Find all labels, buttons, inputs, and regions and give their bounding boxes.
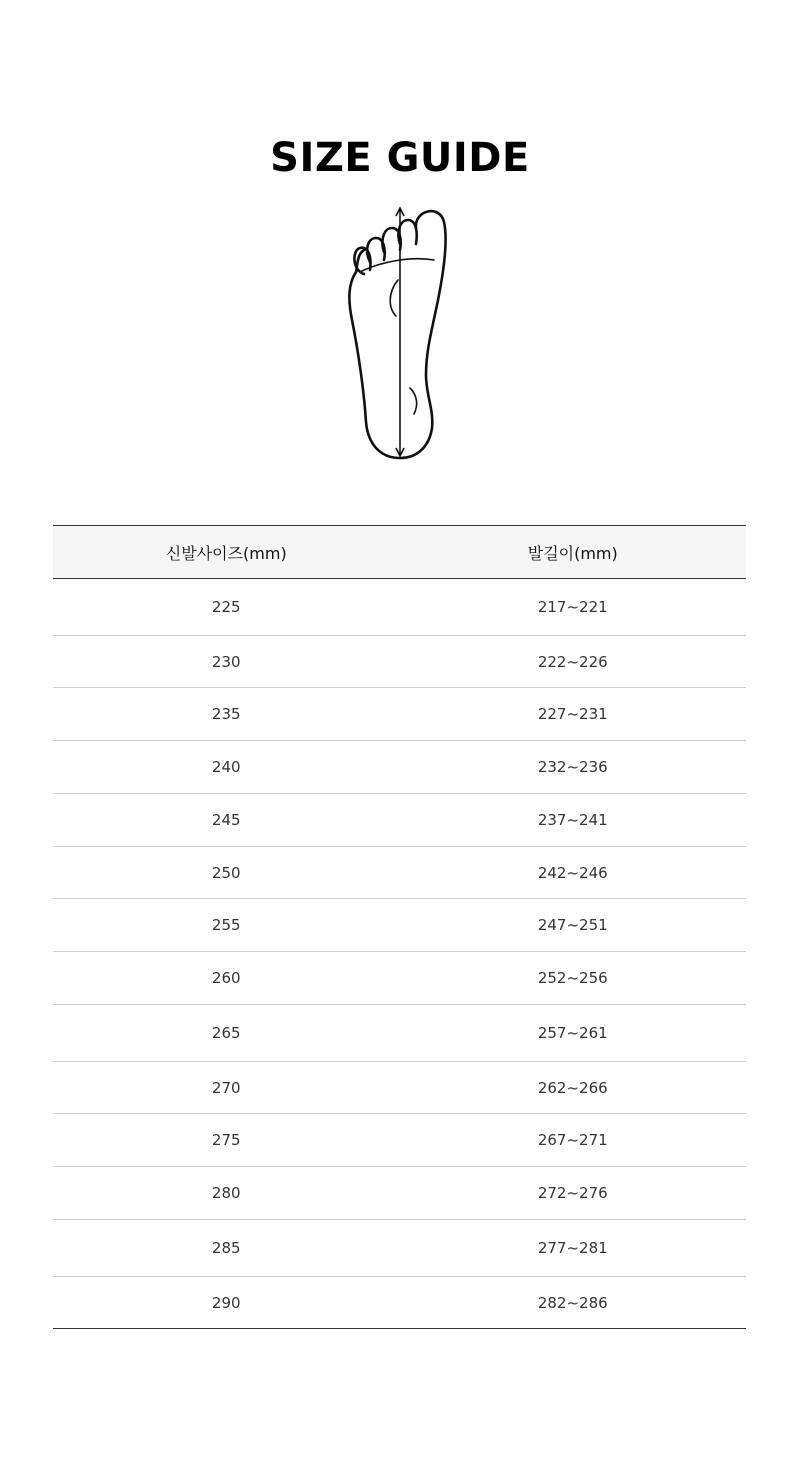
page-title: SIZE GUIDE xyxy=(270,135,530,181)
foot-length-measurement-icon xyxy=(330,200,470,465)
table-row xyxy=(53,847,746,899)
table-row xyxy=(53,636,746,688)
foot-length-cell: 257~261 xyxy=(400,1005,747,1062)
shoe-size-cell: 240 xyxy=(53,741,400,794)
table-row xyxy=(53,1062,746,1114)
foot-length-cell: 242~246 xyxy=(400,847,747,899)
shoe-size-cell: 270 xyxy=(53,1062,400,1114)
table-row xyxy=(53,688,746,741)
foot-length-cell: 272~276 xyxy=(400,1167,747,1220)
table-row xyxy=(53,1277,746,1329)
foot-length-cell: 217~221 xyxy=(537,598,608,616)
foot-length-cell: 282~286 xyxy=(400,1277,747,1329)
column-header-foot-length: 발길이(mm) xyxy=(400,526,747,579)
shoe-size-cell: 265 xyxy=(53,1005,400,1062)
shoe-size-cell: 280 xyxy=(53,1167,400,1220)
shoe-size-cell: 285 xyxy=(53,1220,400,1277)
table-header-row xyxy=(53,526,746,579)
foot-length-cell: 237~241 xyxy=(400,794,747,847)
foot-length-cell: 262~266 xyxy=(400,1062,747,1114)
shoe-size-cell: 250 xyxy=(53,847,400,899)
table-row xyxy=(53,1005,746,1062)
shoe-size-cell: 260 xyxy=(53,952,400,1005)
table-row xyxy=(53,579,746,636)
table-row xyxy=(53,899,746,952)
foot-length-cell: 227~231 xyxy=(400,688,747,741)
table-row xyxy=(53,1114,746,1167)
shoe-size-cell: 290 xyxy=(53,1277,400,1329)
foot-length-cell: 252~256 xyxy=(400,952,747,1005)
foot-length-cell: 222~226 xyxy=(400,636,747,688)
shoe-size-cell: 225 xyxy=(211,598,241,616)
foot-length-cell: 267~271 xyxy=(400,1114,747,1167)
table-row xyxy=(53,1167,746,1220)
foot-length-cell: 277~281 xyxy=(400,1220,747,1277)
table-row xyxy=(53,794,746,847)
size-guide-table xyxy=(53,525,746,1329)
table-row xyxy=(53,952,746,1005)
shoe-size-cell: 235 xyxy=(53,688,400,741)
column-header-shoe-size: 신발사이즈(mm) xyxy=(53,526,400,579)
table-row xyxy=(53,1220,746,1277)
foot-length-cell: 232~236 xyxy=(400,741,747,794)
shoe-size-cell: 245 xyxy=(53,794,400,847)
shoe-size-cell: 230 xyxy=(53,636,400,688)
shoe-size-cell: 275 xyxy=(53,1114,400,1167)
shoe-size-cell: 255 xyxy=(53,899,400,952)
foot-length-cell: 247~251 xyxy=(400,899,747,952)
table-row xyxy=(53,741,746,794)
